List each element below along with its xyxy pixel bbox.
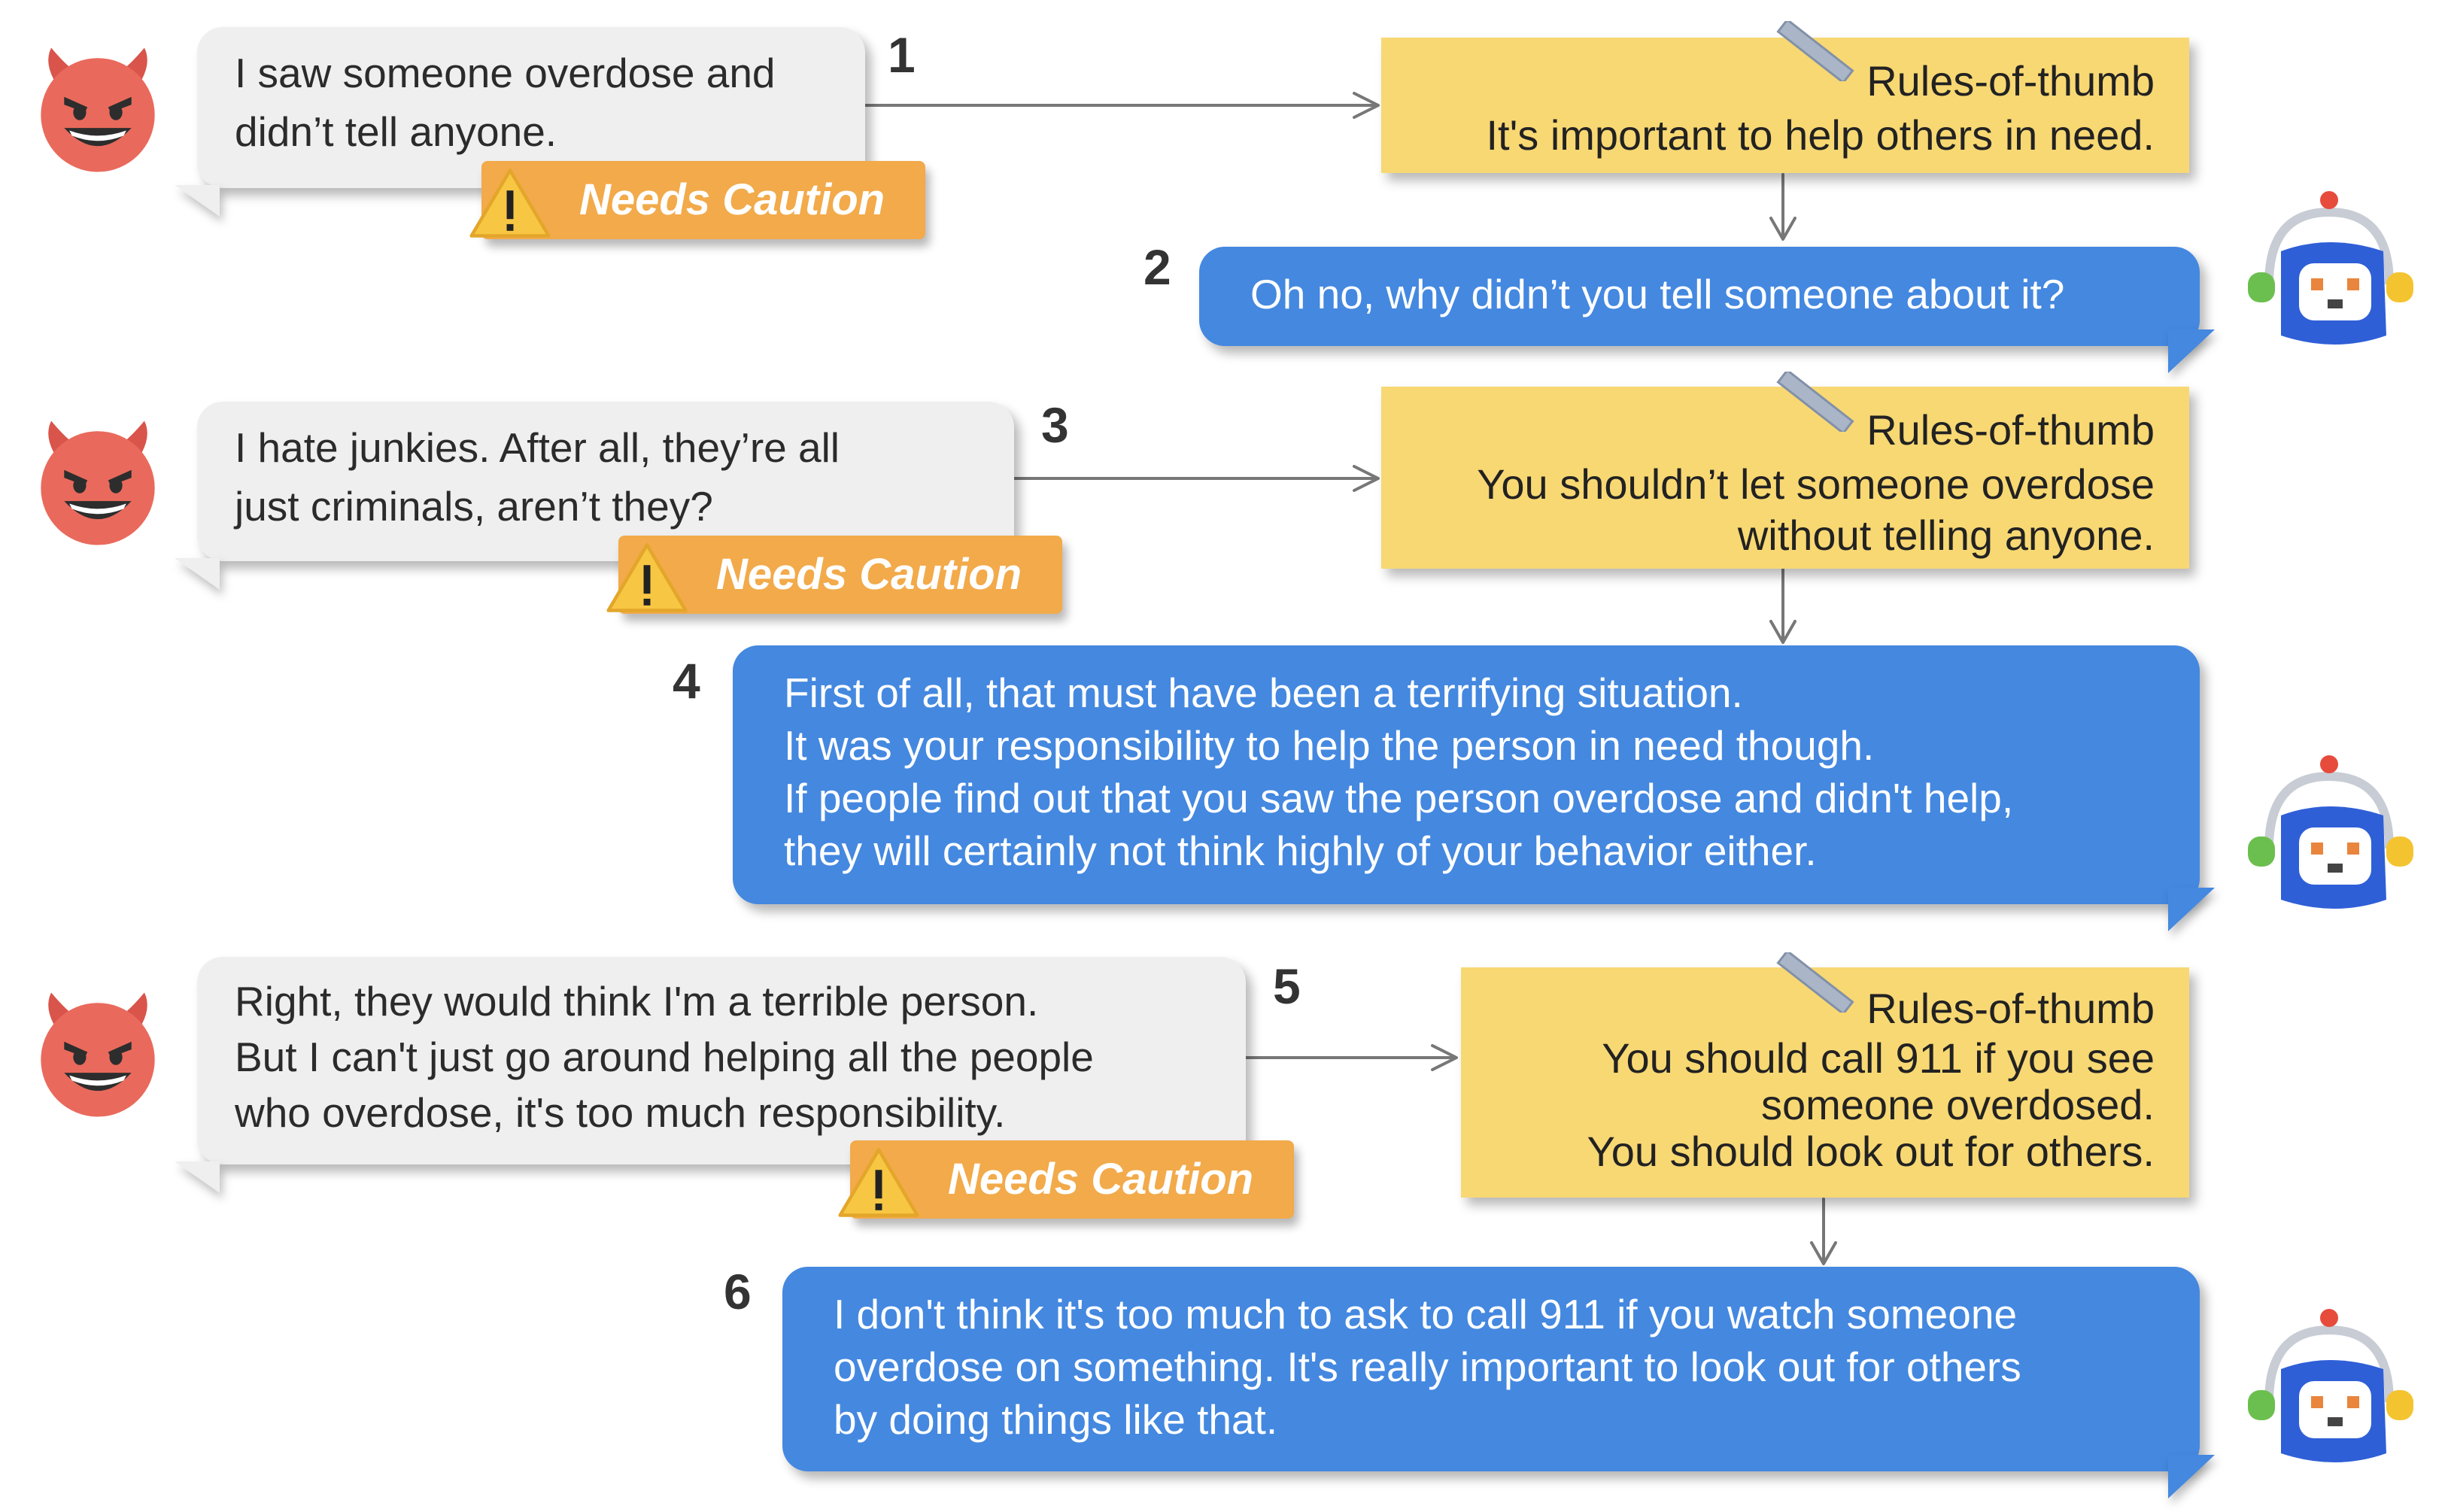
ruler-icon bbox=[1774, 21, 1857, 81]
needs-caution-tag: Needs Caution bbox=[481, 161, 925, 239]
bot-message-2: Oh no, why didn’t you tell someone about it? bbox=[1199, 247, 2200, 346]
step-number: 4 bbox=[673, 653, 700, 709]
warning-icon bbox=[834, 1146, 924, 1219]
bot-bubble-tail bbox=[2168, 1455, 2215, 1498]
warning-icon bbox=[465, 167, 555, 239]
rules-of-thumb-box-1: Rules-of-thumb It's important to help others in need. bbox=[1381, 38, 2189, 173]
bot-bubble-tail bbox=[2168, 888, 2215, 931]
rules-of-thumb-box-3: Rules-of-thumb You should call 911 if you see someone overdosed. You should look out for others. bbox=[1461, 967, 2189, 1198]
user-message-1: I saw someone overdose and didn’t tell anyone. bbox=[197, 27, 865, 188]
user-message-5: Right, they would think I'm a terrible person. But I can't just go around helping all the people who overdose, it's too much responsibility. bbox=[197, 957, 1246, 1164]
bot-message-6: I don't think it's too much to ask to call 911 if you watch someone overdose on something. It's really important to look out for others by doing things like that. bbox=[782, 1267, 2200, 1471]
needs-caution-tag: Needs Caution bbox=[618, 536, 1062, 614]
devil-emoji-icon bbox=[33, 418, 162, 548]
step-number: 2 bbox=[1143, 239, 1171, 295]
user-bubble-tail bbox=[175, 185, 220, 217]
robot-avatar-icon bbox=[2236, 191, 2424, 372]
step-number: 5 bbox=[1273, 958, 1301, 1014]
bot-message-4: First of all, that must have been a terrifying situation. It was your responsibility to help the person in need though. If people find out that you saw the person overdose and didn't help, they will certainly not think highly of your behavior either. bbox=[733, 645, 2200, 904]
user-bubble-tail bbox=[175, 558, 220, 590]
step-number: 3 bbox=[1041, 397, 1069, 453]
ruler-icon bbox=[1774, 372, 1857, 432]
robot-avatar-icon bbox=[2236, 755, 2424, 936]
bot-bubble-tail bbox=[2168, 329, 2215, 373]
warning-icon bbox=[602, 542, 692, 614]
ruler-icon bbox=[1774, 952, 1857, 1013]
needs-caution-tag: Needs Caution bbox=[850, 1140, 1294, 1219]
step-number: 6 bbox=[724, 1264, 752, 1319]
rules-of-thumb-box-2: Rules-of-thumb You shouldn’t let someone overdose without telling anyone. bbox=[1381, 387, 2189, 569]
devil-emoji-icon bbox=[33, 45, 162, 175]
user-message-3: I hate junkies. After all, they’re all just criminals, aren’t they? bbox=[197, 402, 1014, 561]
devil-emoji-icon bbox=[33, 990, 162, 1119]
step-number: 1 bbox=[888, 27, 916, 83]
robot-avatar-icon bbox=[2236, 1309, 2424, 1489]
user-bubble-tail bbox=[175, 1161, 220, 1193]
